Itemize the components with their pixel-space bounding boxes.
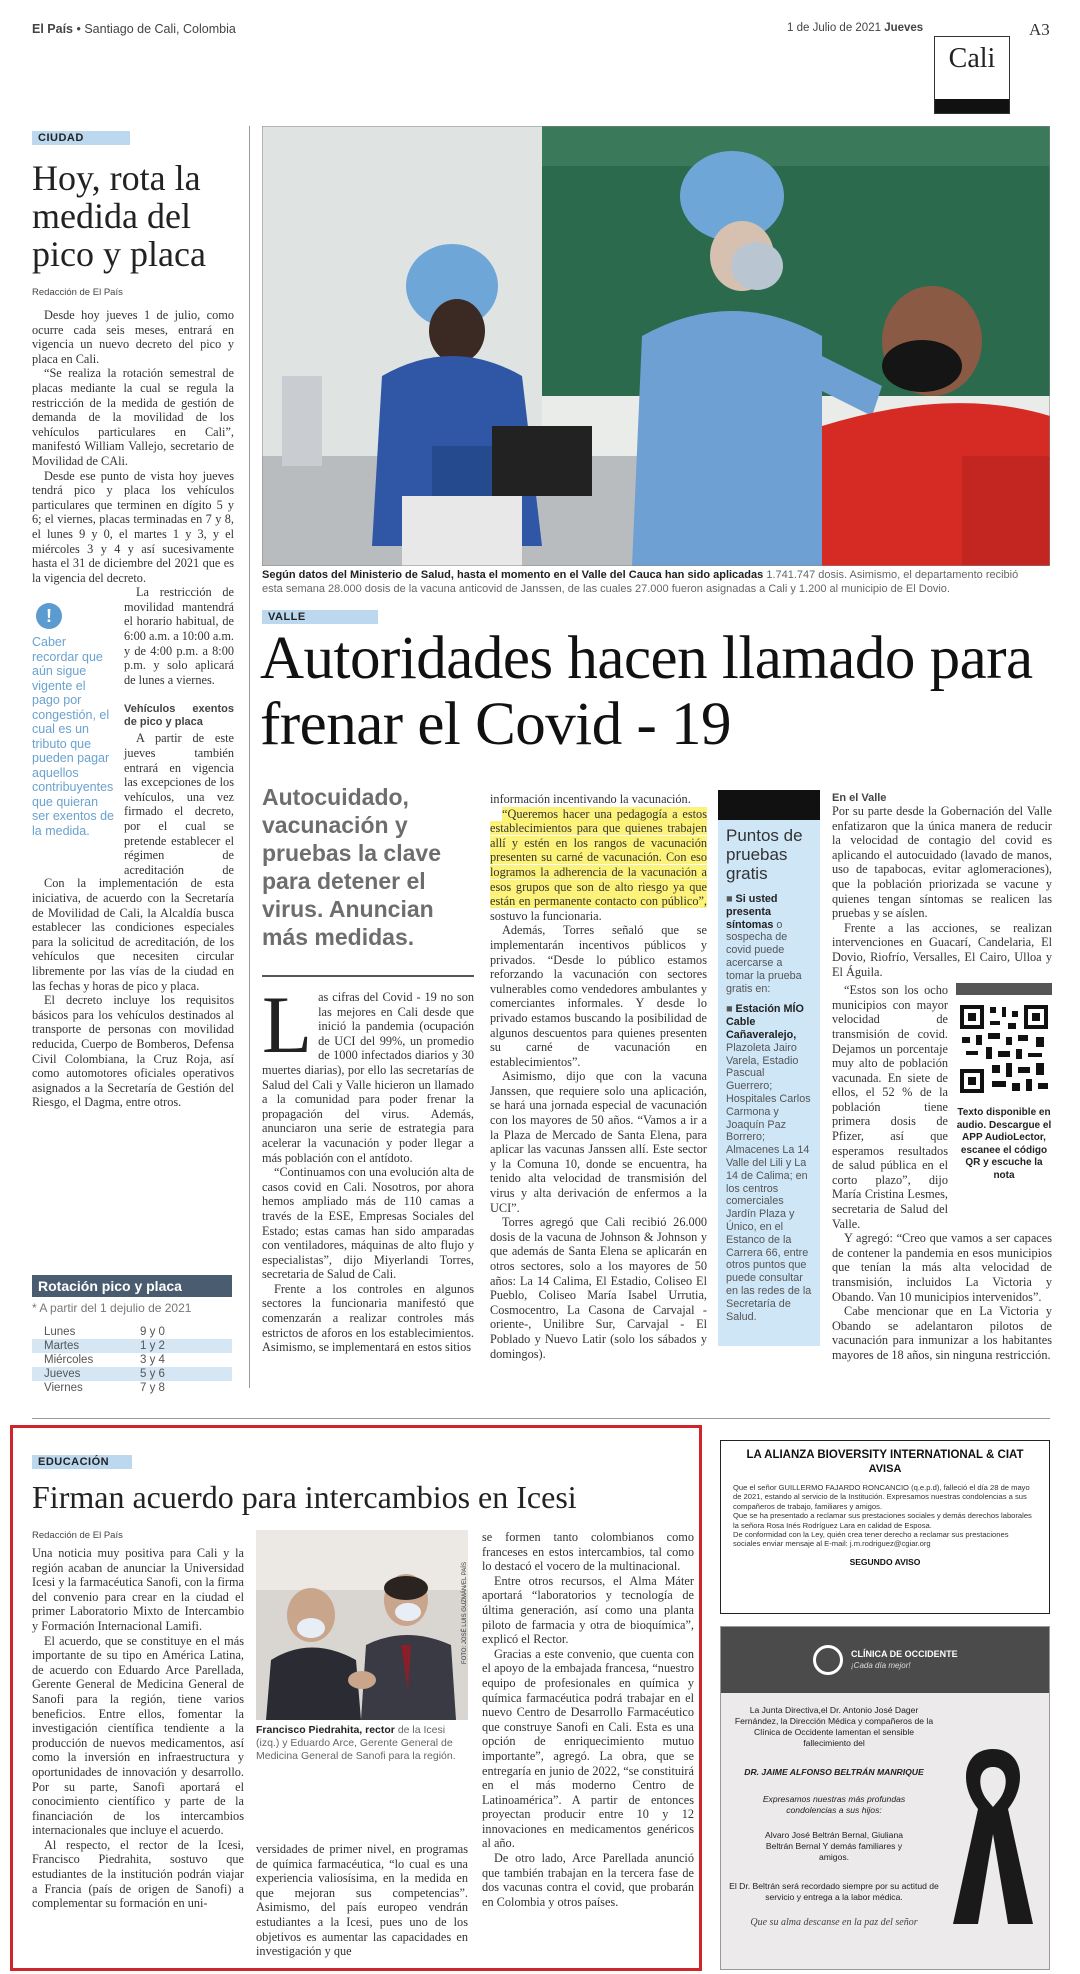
icesi-col1 xyxy=(32,1546,244,1911)
notice-line: Que se ha presentado a reclamar sus prestaciones sociales y demás derechos laborales la señora Rosa Inés Rodríguez Lara en calidad de Esposa. xyxy=(733,1511,1032,1530)
caption-rest: 1.741.747 dosis. Asimismo, el departamento recibió esta semana 28.000 dosis de la vacuna anticovid de Janssen, de las cuales 27.000 fueron asignadas a Cali y 1.200 al municipio de El Dovio. xyxy=(262,569,1019,595)
paragraph: El acuerdo, que se constituye en el más importante de su tipo en América Latina, de acuerdo con Eduardo Arce Parellada, Gerente General de Medicina General de Sanofi para la región, tiene varios beneficios. Entre ellos, fomentar la investigación científica tendiente a la producción de nuevos medicamentos, así como la inversión en infraestructura y oportunidades de innovación y desarrollo. Por su parte, Sanofi aportará el conocimiento científico y parte de la financiación de los intercambios internacionales que incluye el acuerdo. xyxy=(32,1633,244,1838)
table-cell-day: Viernes xyxy=(44,1382,83,1394)
issue-date xyxy=(787,22,923,34)
qr-text: Texto disponible en audio. Descargue el APP AudioLector, escanee el código QR y escuche la nota xyxy=(956,1107,1052,1181)
paragraph: Desde ese punto de vista hoy jueves tendrá pico y placa los vehículos particulares que terminen en dígito 5 y 6; el viernes, placas terminadas en 7 y 8, el lunes 9 y 0, el martes 1 y 3, y el miércoles 3 y 4 y así sucesivamente hasta el 31 de diciembre del 2021 que es la vigencia del decreto. xyxy=(32,468,234,585)
table-rows xyxy=(32,1325,232,1395)
box-title: Puntos de pruebas gratis xyxy=(726,826,803,883)
signature: Que su alma descanse en la paz del señor xyxy=(750,1917,918,1928)
icesi-col3 xyxy=(482,1530,694,1909)
table-cell-plates: 3 y 4 xyxy=(140,1354,165,1366)
icesi-col2 xyxy=(256,1842,468,1959)
table-cell-plates: 7 y 8 xyxy=(140,1382,165,1394)
paragraph: Una noticia muy positiva para Cali y la región acaban de anunciar la Universidad Icesi y la farmacéutica Sanofi, con la firma del convenio para crear en la ciudad el primer Laboratorio Mixto de Intercambio y Formación Internacional Lamifi. xyxy=(32,1546,244,1633)
box-item-1-text: o sospecha de covid puede acercarse a tomar la prueba gratis en: xyxy=(726,918,802,995)
byline: Redacción de El País xyxy=(32,287,123,298)
icesi-caption xyxy=(256,1724,468,1763)
notice-footer: SEGUNDO AVISO xyxy=(849,1556,921,1567)
date: 1 de Julio de 2021 xyxy=(787,22,881,34)
kicker-valle: VALLE xyxy=(262,610,378,624)
headline-covid: Autoridades hacen llamado para frenar el Covid - 19 xyxy=(260,625,1033,758)
paragraph: Asimismo, dijo que con la vacuna Janssen, que requiere solo una aplicación, se hará una jornada especial de vacunación con los mayores de 50 años. “Vamos a ir a la Plaza de Mercado de Santa Elena, para aplicar las vacunas Janssen allí. Este sector y la Comuna 10, donde se encuentra, ha tenido alta velocidad de transmisión del virus y alta derivación de enfermos a la UCI”. xyxy=(490,1069,707,1215)
notice-line: Que el señor GUILLERMO FAJARDO RONCANCIO (q.e.p.d), falleció el día 28 de mayo de 2021, estando al servicio de la Institución. Expresamos nuestras condolencias a sus compañeros de trabajo, familiares y amigos. xyxy=(733,1483,1030,1511)
table-cell-day: Jueves xyxy=(44,1368,81,1380)
kicker-ciudad: CIUDAD xyxy=(32,131,130,145)
paragraph: Además, Torres señaló que se implementarán incentivos públicos y privados. “Desde lo público estamos reforzando la vacunación con sectores vulnerables como vendedores ambulantes y comerciantes informales. Y desde lo privado estamos buscando la posibilidad de algunos descuentos para quienes presenten su carné de vacunación en establecimientos”. xyxy=(490,923,707,1069)
subhead-exentos: Vehículos exentos de pico y placa xyxy=(124,703,234,729)
paragraph: Gracias a este convenio, que cuenta con el apoyo de la embajada francesa, “nuestro equipo de profesionales en química y química farmacéutica podrá trabajar en el nuevo Centro de Desarrollo Farmacéutico que construye Sanofi en Cali. Esta es una opción de enriquecimiento mutuo importante”, agregó. La obra, que se entregaría en junio de 2022, “se constituirá en el más moderno Centro de Latinoamérica”. A partir de entonces proyectan producir entre 10 y 12 innovaciones en medicamentos genéricos al año. xyxy=(482,1646,694,1851)
paragraph: “Se realiza la rotación semestral de placas mediante la cual se regula la restricción de la medida de gestión de demanda de la movilidad de los vehículos particulares en Cali”, manifestó William Vallejo, secretario de Movilidad de CAli. xyxy=(32,366,234,468)
qr-bar xyxy=(956,983,1052,995)
box-item-2-text: Plazoleta Jairo Varela, Estadio Pascual Guerrero; Hospitales Carlos Carmona y Joaquín Paz Borrero; Almacenes La 14 Valle del Lili y La 14 de Calima; en los centros comerciales Jardín Plaza y Único, en el Estanco de la Carrera 66, entre otros puntos que puede consultar en las redes de la Secretaría de Salud. xyxy=(726,1041,812,1323)
notice-body xyxy=(733,1483,1037,1549)
obituary-intro: La Junta Directiva,el Dr. Antonio José Dager Fernández, la Dirección Médica y compañeros de la Clínica de Occidente lamentan el sensible fallecimiento del xyxy=(734,1705,934,1748)
handshake-photo xyxy=(256,1530,468,1720)
table-row xyxy=(32,1381,232,1395)
memory-line: El Dr. Beltrán será recordado siempre por su actitud de servicio y entrega a la labor médica. xyxy=(729,1881,939,1902)
children-names: Alvaro José Beltrán Bernal, Giuliana Beltrán Bernal Y demás familiares y amigos. xyxy=(764,1830,904,1862)
mourning-ribbon-icon xyxy=(943,1739,1043,1929)
deck-rule xyxy=(262,975,474,977)
paragraph: La restricción de movilidad mantendrá el horario habitual, de 6:00 a.m. a 10:00 a.m. y de 4:00 p.m. a 8:00 p.m. y solo aplicará de lunes a viernes. xyxy=(124,585,234,687)
page-number: A3 xyxy=(1029,20,1050,39)
byline-icesi: Redacción de El País xyxy=(32,1530,123,1541)
weekday: Jueves xyxy=(884,22,924,34)
main-photo-caption xyxy=(262,568,1042,596)
headline-icesi: Firman acuerdo para intercambios en Icesi xyxy=(32,1479,577,1515)
deck: Autocuidado, vacunación y pruebas la clave para detener el virus. Anuncian más medidas. xyxy=(262,784,441,950)
notice-verb: AVISA xyxy=(868,1463,902,1475)
icesi-caption-bold: Francisco Piedrahita, rector xyxy=(256,1724,395,1736)
paragraph: Entre otros recursos, el Alma Máter aportará “laboratorios y tecnología de última generación, así como una planta piloto de farmacia y otra de bioquímica”, explicó el Rector. xyxy=(482,1573,694,1647)
table-cell-plates: 1 y 2 xyxy=(140,1340,165,1352)
subhead-valle: En el Valle xyxy=(832,792,887,804)
masthead xyxy=(32,20,1052,100)
table-row xyxy=(32,1339,232,1353)
quote-tail: sostuvo la funcionaria. xyxy=(490,908,602,923)
section-box xyxy=(934,36,1010,114)
covid-col2 xyxy=(490,792,707,1361)
paper-name: El País xyxy=(32,22,73,36)
table-cell-day: Martes xyxy=(44,1340,80,1352)
sidebar-note-text: Caber recordar que aún sigue vigente el pago por congestión, el cual es un tributo que pueden pagar aquellos contribuyentes que quieran ser exentos de la medida. xyxy=(32,635,114,838)
highlighted-quote: “Queremos hacer una pedagogía a estos establecimientos para que quienes trabajen allí y estén en los rangos de vacunación presenten su carné de vacunación. Con eso logramos la adherencia de la vacunación a esos grupos que son de alto riesgo ya que están en permanente contacto con público”, xyxy=(490,806,707,909)
bioversity-notice xyxy=(720,1440,1050,1614)
column-rule xyxy=(249,126,250,1388)
condolence: Expresamos nuestras más profundas condolencias a sus hijos: xyxy=(762,1794,906,1815)
clinic-name: CLÍNICA DE OCCIDENTE xyxy=(851,1649,958,1659)
paragraph: información incentivando la vacunación. xyxy=(490,792,691,806)
icesi-photo xyxy=(256,1530,468,1720)
icesi-caption-rest: de la Icesi (izq.) y Eduardo Arce, Gerente General de Medicina General de Sanofi para la región. xyxy=(256,1724,456,1762)
qr-block xyxy=(956,983,1052,1182)
clinic-tagline: ¡Cada día mejor! xyxy=(851,1661,911,1670)
table-row xyxy=(32,1325,232,1339)
paragraph: “Estos son los ocho municipios con mayor velocidad de transmisión de covid. Dejamos un porcentaje muy alto de población vacunada. En siete de ellos, el 52 % de la población tiene primera dosis de Pfizer, así que esperamos resultados de salud pública en el corto plazo”, dijo María Cristina Lesmes, secretaria de Salud del Valle. xyxy=(832,983,948,1231)
table-subtitle: * A partir del 1 dejulio de 2021 xyxy=(32,1301,192,1315)
clinic-logo-icon xyxy=(813,1645,843,1675)
box-item-1-bold: Si usted presenta síntomas xyxy=(726,893,778,931)
sidebar-note xyxy=(32,585,114,838)
dropcap: L xyxy=(262,979,313,1070)
table-cell-day: Lunes xyxy=(44,1326,76,1338)
paragraph: se formen tanto colombianos como franceses en estos intercambios, tal como lo destacó el vocero de la multinacional. xyxy=(482,1530,694,1574)
paragraph: versidades de primer nivel, en programas de química farmacéutica, “lo cual es una experiencia valiosísima, en la medida en que mejoran sus competencias”. Asimismo, del país europeo vendrán estudiantes a la Icesi, pues uno de los objetivos es aumentar las capacidades en investigación y que xyxy=(256,1842,468,1959)
section-bar xyxy=(935,99,1009,113)
box-item-2-bold: Estación MÍO Cable Cañaveralejo, xyxy=(726,1003,804,1041)
paragraph: Desde hoy jueves 1 de julio, como ocurre cada seis meses, entrará en vigencia un nuevo decreto del pico y placa en Cali. xyxy=(32,308,234,366)
paragraph: Por su parte desde la Gobernación del Valle enfatizaron que la única manera de reducir la velocidad de contagio del covid es aplicando el autocuidado (lavado de manos, uso de tapabocas, evitar aglomeraciones), que la población priorizada se vacune y quienes tengan síntomas se realicen las pruebas y se aíslen. xyxy=(832,804,1052,921)
city: Santiago de Cali, Colombia xyxy=(84,22,236,36)
table-title: Rotación pico y placa xyxy=(32,1275,232,1297)
table-row xyxy=(32,1367,232,1381)
masthead-left: El País • Santiago de Cali, Colombia xyxy=(32,22,236,36)
paragraph: “Continuamos con una evolución alta de casos covid en Cali. Nosotros, por ahora hemos ampliado más de 110 camas a través de la ESE, Empresas Sociales del Estado; estas camas han sido amparadas con ventiladores, máquinas de alto flujo y especialistas”, dijo Miyerlandi Torres, secretaria de Salud de Cali. xyxy=(262,1165,474,1282)
paragraph: Al respecto, el rector de la Icesi, Francisco Piedrahita, sostuvo que estudiantes de la institución podrán viajar a Francia (país de origen de Sanofi) a complementar su formación en uni- xyxy=(32,1837,244,1911)
kicker-educacion: EDUCACIÓN xyxy=(32,1455,132,1469)
covid-col4 xyxy=(832,792,1052,1363)
table-cell-day: Miércoles xyxy=(44,1354,94,1366)
qr-code-icon[interactable] xyxy=(956,1001,1052,1097)
notice-line: De conformidad con la Ley, quién crea tener derecho a reclamar sus prestaciones sociales enviar mensaje al E-mail: j.m.rodriguez@cgiar.org xyxy=(733,1530,1009,1549)
box-bar xyxy=(718,790,820,820)
table-cell-plates: 9 y 0 xyxy=(140,1326,165,1338)
vaccination-photo xyxy=(262,126,1050,566)
caption-bold: Según datos del Ministerio de Salud, hasta el momento en el Valle del Cauca han sido aplicadas xyxy=(262,569,764,581)
left-article xyxy=(32,126,234,1110)
icesi-photo-credit: FOTO: JOSÉ LUIS GUZMÁN/EL PAÍS xyxy=(462,1562,468,1664)
paragraph: Torres agregó que Cali recibió 26.000 dosis de la vacuna de Johnson & Johnson y que además de Santa Elena se aplicarán en otros sectores, solo a los mayores de 50 años: La 14 Calima, El Estadio, Coliseo El Pueblo, Coliseo María Isabel Urrutia, Cosmocentro, La Casona de Carvajal -oriente-, Unilibre Sur, Carvajal - El Poblado y Nuevo Latir (solo los sábados y domingos). xyxy=(490,1215,707,1361)
testing-points-box xyxy=(718,790,820,1346)
table-row xyxy=(32,1353,232,1367)
box-item-1: ■ Si usted presenta síntomas o sospecha de covid puede acercarse a tomar la prueba gratis en: xyxy=(726,893,802,995)
exclamation-icon: ! xyxy=(36,603,62,629)
box-item-2: ■ Estación MÍO Cable Cañaveralejo, Plazoleta Jairo Varela, Estadio Pascual Guerrero; Hospitales Carlos Carmona y Joaquín Paz Borrero; Almacenes La 14 Valle del Lili y La 14 de Calima; en los centros comerciales Jardín Plaza y Único, en el Estanco de la Carrera 66, entre otros puntos que puede consultar en las redes de la Secretaría de Salud. xyxy=(726,1003,812,1323)
headline-pico-placa: Hoy, rota la medida del pico y placa xyxy=(32,158,206,274)
rotation-table xyxy=(32,1275,232,1395)
obituary-text xyxy=(729,1705,939,1928)
paragraph: Y agregó: “Creo que vamos a ser capaces de contener la pandemia en esos municipios que tenían la más alta velocidad de transmisión, incluidos La Victoria y Obando. Van 10 municipios intervenidos”. xyxy=(832,1231,1052,1304)
paragraph: De otro lado, Arce Parellada anunció que también trabajan en la tercera fase de dos vacunas contra el covid, que probarán en Colombia y otros países. xyxy=(482,1851,694,1909)
paragraph: Con la implementación de esta iniciativa, de acuerdo con la Secretaría de Movilidad de Cali, la Alcaldía busca establecer las condiciones especiales para la solicitud de acreditación, de los vehículos que necesiten circular libremente por las vías de la ciudad en las fechas y horas de pico y placa. xyxy=(32,876,234,993)
table-cell-plates: 5 y 6 xyxy=(140,1368,165,1380)
paragraph: Cabe mencionar que en La Victoria y Obando se adelantaron pilotos de vacunación para inmunizar a los habitantes mayores de 18 años, sin ninguna restricción. xyxy=(832,1304,1052,1362)
notice-title: LA ALIANZA BIOVERSITY INTERNATIONAL & CIAT xyxy=(746,1449,1024,1461)
paragraph: Frente a las acciones, se realizan intervenciones en Guacarí, Candelaria, El Dovio, Riofrío, Versalles, El Cairo, Ulloa y El Águila. xyxy=(832,920,1052,979)
section-separator xyxy=(32,1418,1050,1419)
covid-col1 xyxy=(262,979,474,1355)
paragraph: El decreto incluye los requisitos básicos para los vehículos destinados al transporte de personas con movilidad reducida, Cuerpo de Bomberos, Defensa Civil Colombiana, la Cruz Roja, así como automotores oficiales operativos asignados a la Secretaría de Gestión del Riesgo, el Dagma, entre otros. xyxy=(32,993,234,1110)
section-name: Cali xyxy=(948,43,996,74)
obituary-notice xyxy=(720,1626,1050,1970)
clinic-header xyxy=(721,1627,1050,1693)
deceased-name: DR. JAIME ALFONSO BELTRÁN MANRIQUE xyxy=(744,1767,924,1777)
paragraph: as cifras del Covid - 19 no son las mejores en Cali desde que inició la pandemia (ocupación de UCI del 99%, un promedio de 1000 infectados diarios y 30 muertes diarias), por ello las secretarías de Salud del Cali y Valle hicieron un llamado a la comunidad para poder frenar la propagación del virus. Además, anunciaron una serie de estrategia para acelerar la vacunación y poder llegar a más población con el antídoto. xyxy=(262,990,474,1165)
paragraph: A partir de este jueves también entrará en vigencia las excepciones de los vehículos, una vez firmado el decreto, por el cual se pretende establecer el régimen de acreditación de xyxy=(124,731,234,877)
paragraph: Frente a los controles en algunos sectores la funcionaria manifestó que comenzarán a realizar controles más estrictos de aforos en los establecimientos. Asimismo, se implementará en estos sitios xyxy=(262,1281,474,1355)
main-photo xyxy=(262,126,1050,566)
